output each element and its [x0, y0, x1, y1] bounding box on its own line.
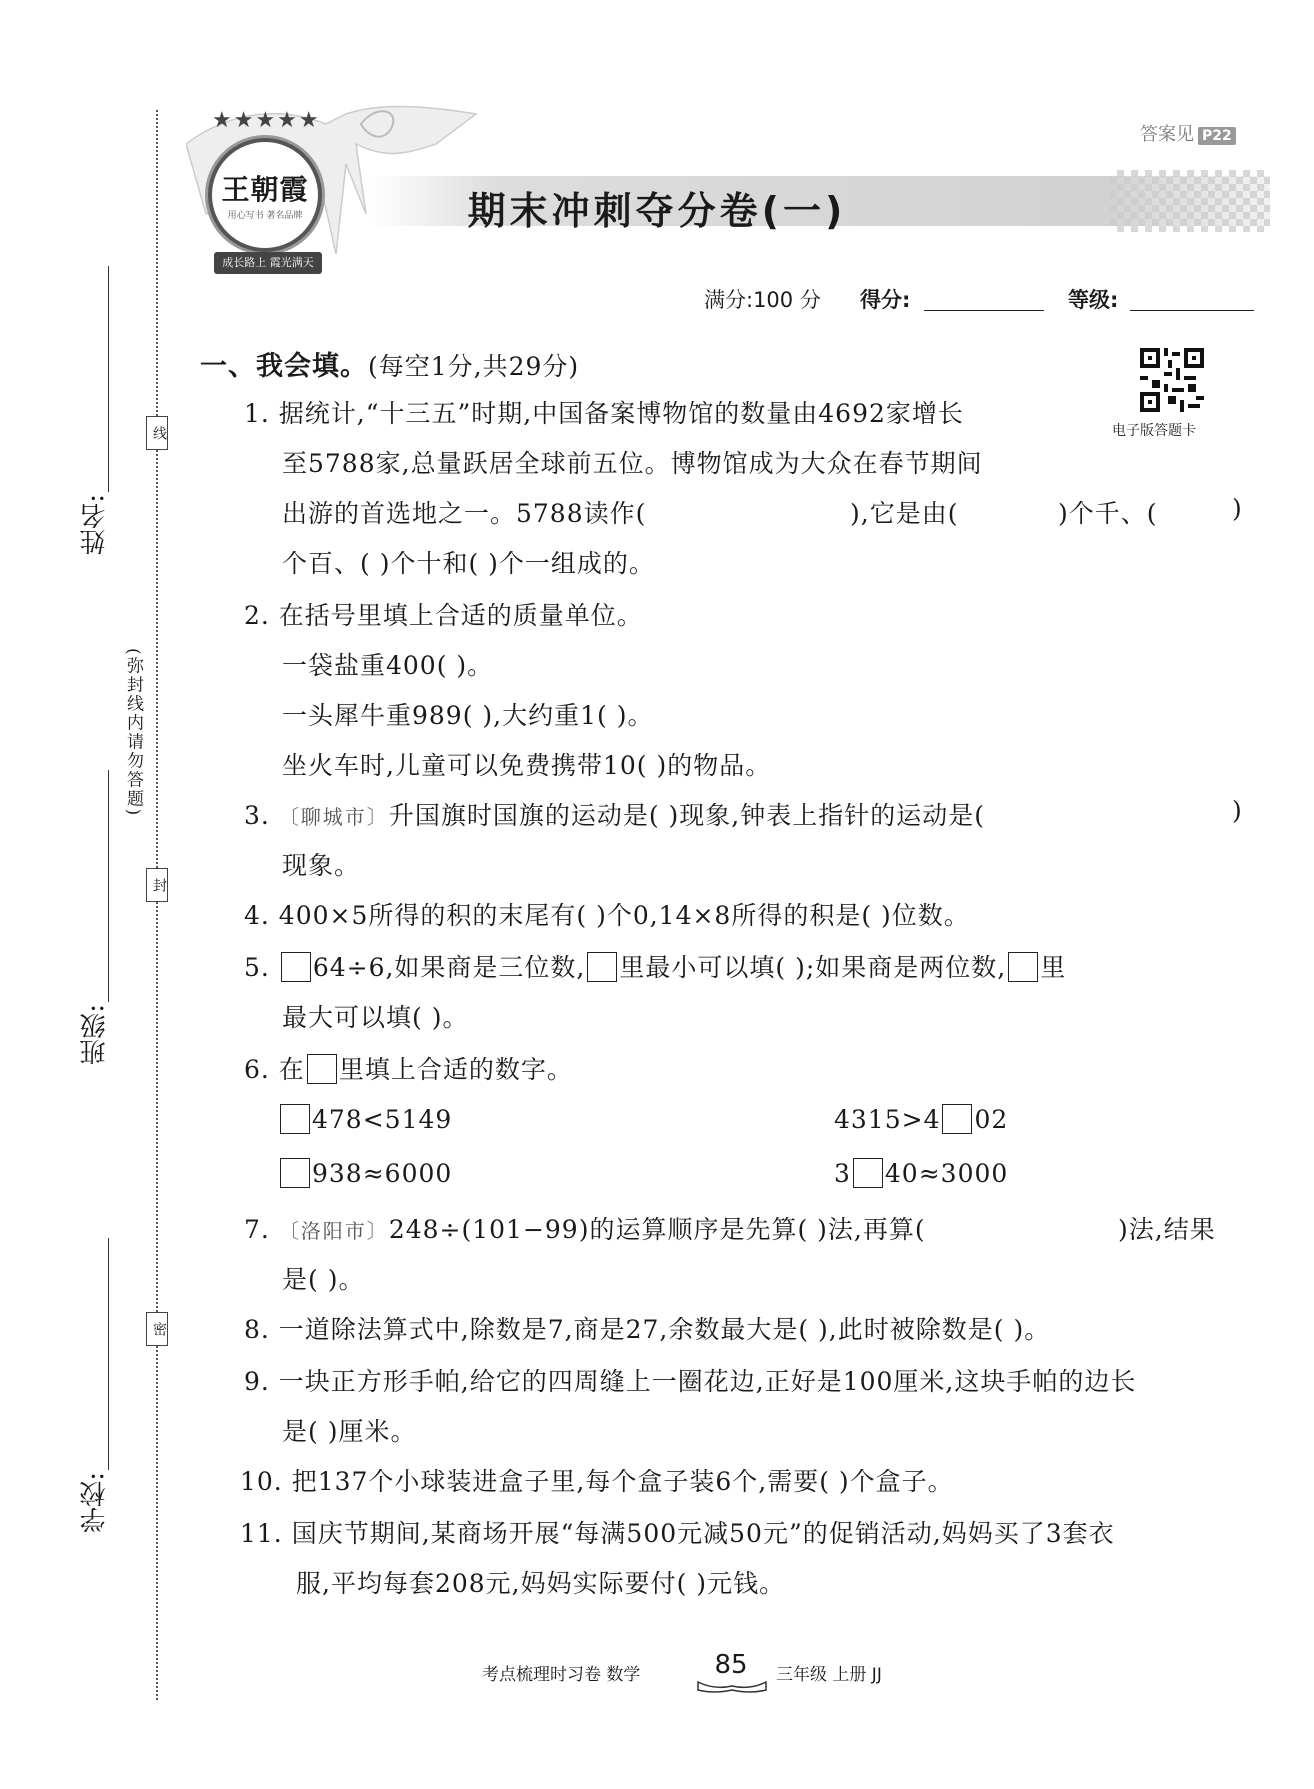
q5-line-1 [244, 948, 1066, 984]
qr-code-icon[interactable] [1140, 348, 1204, 412]
binding-tag-seal: 封 [146, 868, 168, 902]
q5-text-b: 里最小可以填( );如果商是两位数, [619, 953, 1007, 982]
q4-line: 4. 400×5所得的积的末尾有( )个0,14×8所得的积是( )位数。 [244, 901, 970, 930]
q7-num: 7. [244, 1215, 279, 1244]
binding-tag-secret: 密 [146, 1312, 168, 1346]
q2-line-4: 坐火车时,儿童可以免费携带10( )的物品。 [282, 751, 772, 780]
answer-box[interactable] [280, 1104, 310, 1134]
binding-note: (弥封线内请勿答题) [123, 648, 143, 818]
qr-label: 电子版答题卡 [1112, 423, 1196, 439]
answer-box[interactable] [307, 1054, 337, 1084]
answer-ref-label: 答案见 [1140, 124, 1194, 145]
q5-text-c: 里 [1040, 953, 1067, 982]
answer-box[interactable] [281, 952, 311, 982]
q6-r2r-a: 3 [834, 1159, 851, 1188]
q2-line-3: 一头犀牛重989( ),大约重1( )。 [282, 701, 654, 730]
section-heading [200, 344, 579, 383]
q7-source-tag: 〔洛阳市〕 [278, 1219, 389, 1243]
q6-row-1-right [834, 1104, 1008, 1134]
q5-num: 5. [244, 953, 279, 982]
q10-line: 10. 把137个小球装进盒子里,每个盒子装6个,需要( )个盒子。 [240, 1467, 954, 1496]
section-title: 一、我会填。 [200, 351, 368, 382]
grade-field[interactable] [1130, 310, 1254, 311]
stars-icon: ★★★★★ [212, 108, 321, 133]
q5-line-2: 最大可以填( )。 [282, 1003, 469, 1032]
score-field[interactable] [924, 310, 1044, 311]
answer-reference [1140, 120, 1236, 146]
answer-box[interactable] [853, 1158, 883, 1188]
answer-box[interactable] [587, 952, 617, 982]
answer-box[interactable] [280, 1158, 310, 1188]
q7-text: 248÷(101−99)的运算顺序是先算( )法,再算( [388, 1215, 926, 1244]
binding-tag-line: 线 [146, 416, 168, 450]
q6-row-2-right [834, 1158, 1008, 1188]
full-score: 满分:100 分 [704, 288, 821, 312]
q3-num: 3. [244, 801, 279, 830]
brand-logo [208, 138, 322, 252]
q7-line-2: 是( )。 [282, 1265, 365, 1294]
binding-dotted-line [156, 110, 158, 1700]
logo-name: 王朝霞 [221, 173, 309, 206]
class-field[interactable] [108, 770, 109, 1002]
school-label: 学校: [80, 1472, 110, 1533]
q6-r1r-a: 4315>4 [834, 1105, 941, 1134]
score-label: 得分: [860, 288, 911, 312]
logo-subtitle: 用心写书 著名品牌 [227, 211, 303, 221]
answer-page-badge: P22 [1198, 127, 1236, 145]
footer-left: 考点梳理时习卷 数学 [482, 1665, 641, 1685]
q6-r1l-text: 478<5149 [312, 1105, 453, 1134]
section-note: (每空1分,共29分) [368, 352, 580, 381]
footer-right: 三年级 上册 JJ [776, 1665, 882, 1685]
q1-line-3a: 出游的首选地之一。5788读作( [282, 499, 647, 528]
school-field[interactable] [108, 1238, 109, 1470]
q3-line-2: 现象。 [282, 851, 361, 880]
q6-row-2-left [278, 1158, 452, 1188]
q11-line-2: 服,平均每套208元,妈妈实际要付( )元钱。 [296, 1569, 786, 1598]
q1-line-3c: )个千、( [1058, 499, 1158, 528]
q5-text-a: 64÷6,如果商是三位数, [312, 953, 586, 982]
name-field[interactable] [108, 266, 109, 492]
q6-line-1 [244, 1050, 573, 1086]
q1-line-1: 1. 据统计,“十三五”时期,中国备案博物馆的数量由4692家增长 [244, 399, 964, 428]
q6-row-1-left [278, 1104, 452, 1134]
class-label: 班级: [80, 1004, 110, 1065]
q6-r2l-text: 938≈6000 [312, 1159, 453, 1188]
q1-line-4: 个百、( )个十和( )个一组成的。 [282, 549, 655, 578]
grade-label: 等级: [1068, 288, 1119, 312]
q2-line-2: 一袋盐重400( )。 [282, 651, 494, 680]
q3-text: 升国旗时国旗的运动是( )现象,钟表上指针的运动是( [388, 801, 985, 830]
q6-r1r-b: 02 [974, 1105, 1009, 1134]
q1-line-3d: ) [1232, 494, 1243, 523]
q6-text-a: 6. 在 [244, 1055, 305, 1084]
page-number: 85 [714, 1650, 748, 1680]
q1-line-3b: ),它是由( [850, 499, 959, 528]
page-title: 期末冲刺夺分卷(一) [467, 189, 847, 233]
open-book-icon [696, 1680, 768, 1694]
name-label: 姓名: [80, 494, 110, 555]
answer-box[interactable] [1008, 952, 1038, 982]
q3-source-tag: 〔聊城市〕 [278, 805, 389, 829]
q9-line-2: 是( )厘米。 [282, 1417, 417, 1446]
answer-box[interactable] [942, 1104, 972, 1134]
q3-line-1b: ) [1232, 796, 1243, 825]
q11-line-1: 11. 国庆节期间,某商场开展“每满500元减50元”的促销活动,妈妈买了3套衣 [240, 1519, 1115, 1548]
q2-line-1: 2. 在括号里填上合适的质量单位。 [244, 601, 643, 630]
q7-line-1b: )法,结果 [1118, 1215, 1216, 1244]
q8-line: 8. 一道除法算式中,除数是7,商是27,余数最大是( ),此时被除数是( )。 [244, 1315, 1051, 1344]
q6-r2r-b: 40≈3000 [884, 1159, 1009, 1188]
q3-line-1 [244, 796, 985, 832]
q9-line-1: 9. 一块正方形手帕,给它的四周缝上一圈花边,正好是100厘米,这块手帕的边长 [244, 1367, 1137, 1396]
logo-banner: 成长路上 霞光满天 [214, 252, 322, 274]
q1-line-2: 至5788家,总量跃居全球前五位。博物馆成为大众在春节期间 [282, 449, 983, 478]
q7-line-1 [244, 1210, 926, 1246]
q6-text-b: 里填上合适的数字。 [338, 1055, 573, 1084]
